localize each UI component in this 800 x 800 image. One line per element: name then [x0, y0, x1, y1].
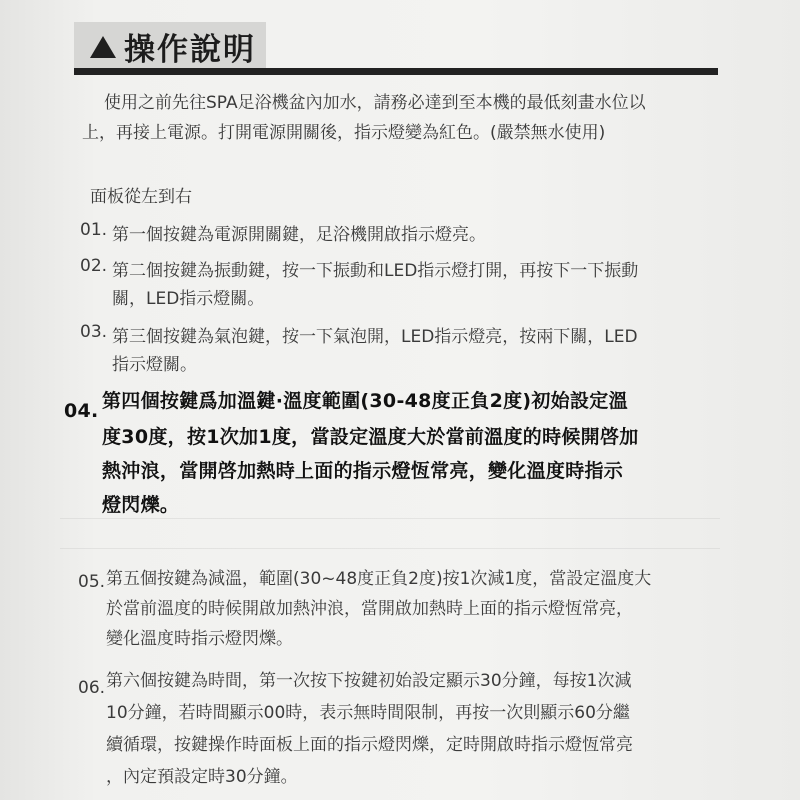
item-line: 第六個按鍵為時間，第一次按下按鍵初始設定顯示30分鐘，每按1次減 [106, 671, 632, 691]
item-line: 關，LED指示燈關。 [112, 289, 265, 309]
item-line: 續循環，按鍵操作時面板上面的指示燈閃爍，定時開啟時指示燈恆常亮 [106, 735, 633, 755]
intro-line-2: 上，再接上電源。打開電源開關後，指示燈變為紅色。(嚴禁無水使用) [82, 123, 606, 143]
item-line: 燈閃爍。 [102, 494, 180, 516]
item-line: 10分鐘，若時間顯示00時，表示無時間限制，再按一次則顯示60分繼 [106, 703, 630, 723]
item-line: 變化溫度時指示燈閃爍。 [106, 629, 293, 649]
show-through-line [60, 548, 720, 549]
panel-heading: 面板從左到右 [90, 187, 192, 207]
item-number: 04. [64, 400, 99, 422]
intro-line-1: 使用之前先往SPA足浴機盆內加水，請務必達到至本機的最低刻畫水位以 [104, 93, 646, 113]
item-line: 度30度，按1次加1度，當設定溫度大於當前溫度的時候開啓加 [102, 426, 639, 448]
show-through-line [60, 518, 720, 519]
item-line: 第三個按鍵為氣泡鍵，按一下氣泡開，LED指示燈亮，按兩下關，LED [112, 327, 638, 347]
triangle-icon [90, 36, 116, 58]
item-number: 03. [80, 322, 108, 342]
item-line: 於當前溫度的時候開啟加熱沖浪，當開啟加熱時上面的指示燈恆常亮， [106, 599, 633, 619]
item-line: 第二個按鍵為振動鍵，按一下振動和LED指示燈打開，再按下一下振動 [112, 261, 639, 281]
item-number: 02. [80, 256, 108, 276]
item-number: 05. [78, 572, 106, 592]
item-line: 指示燈關。 [112, 355, 197, 375]
item-line: ，內定預設定時30分鐘。 [106, 767, 298, 787]
item-number: 01. [80, 220, 108, 240]
item-line: 第四個按鍵爲加溫鍵·溫度範圍(30-48度正負2度)初始設定溫 [102, 390, 628, 412]
item-line: 第五個按鍵為減溫，範圍(30~48度正負2度)按1次減1度，當設定溫度大 [106, 569, 652, 589]
item-line: 熱沖浪，當開啓加熱時上面的指示燈恆常亮，變化溫度時指示 [102, 460, 624, 482]
item-line: 第一個按鍵為電源開關鍵，足浴機開啟指示燈亮。 [112, 225, 486, 245]
item-number: 06. [78, 678, 106, 698]
page-title: 操作說明 [124, 32, 256, 68]
header-rule [74, 68, 718, 75]
